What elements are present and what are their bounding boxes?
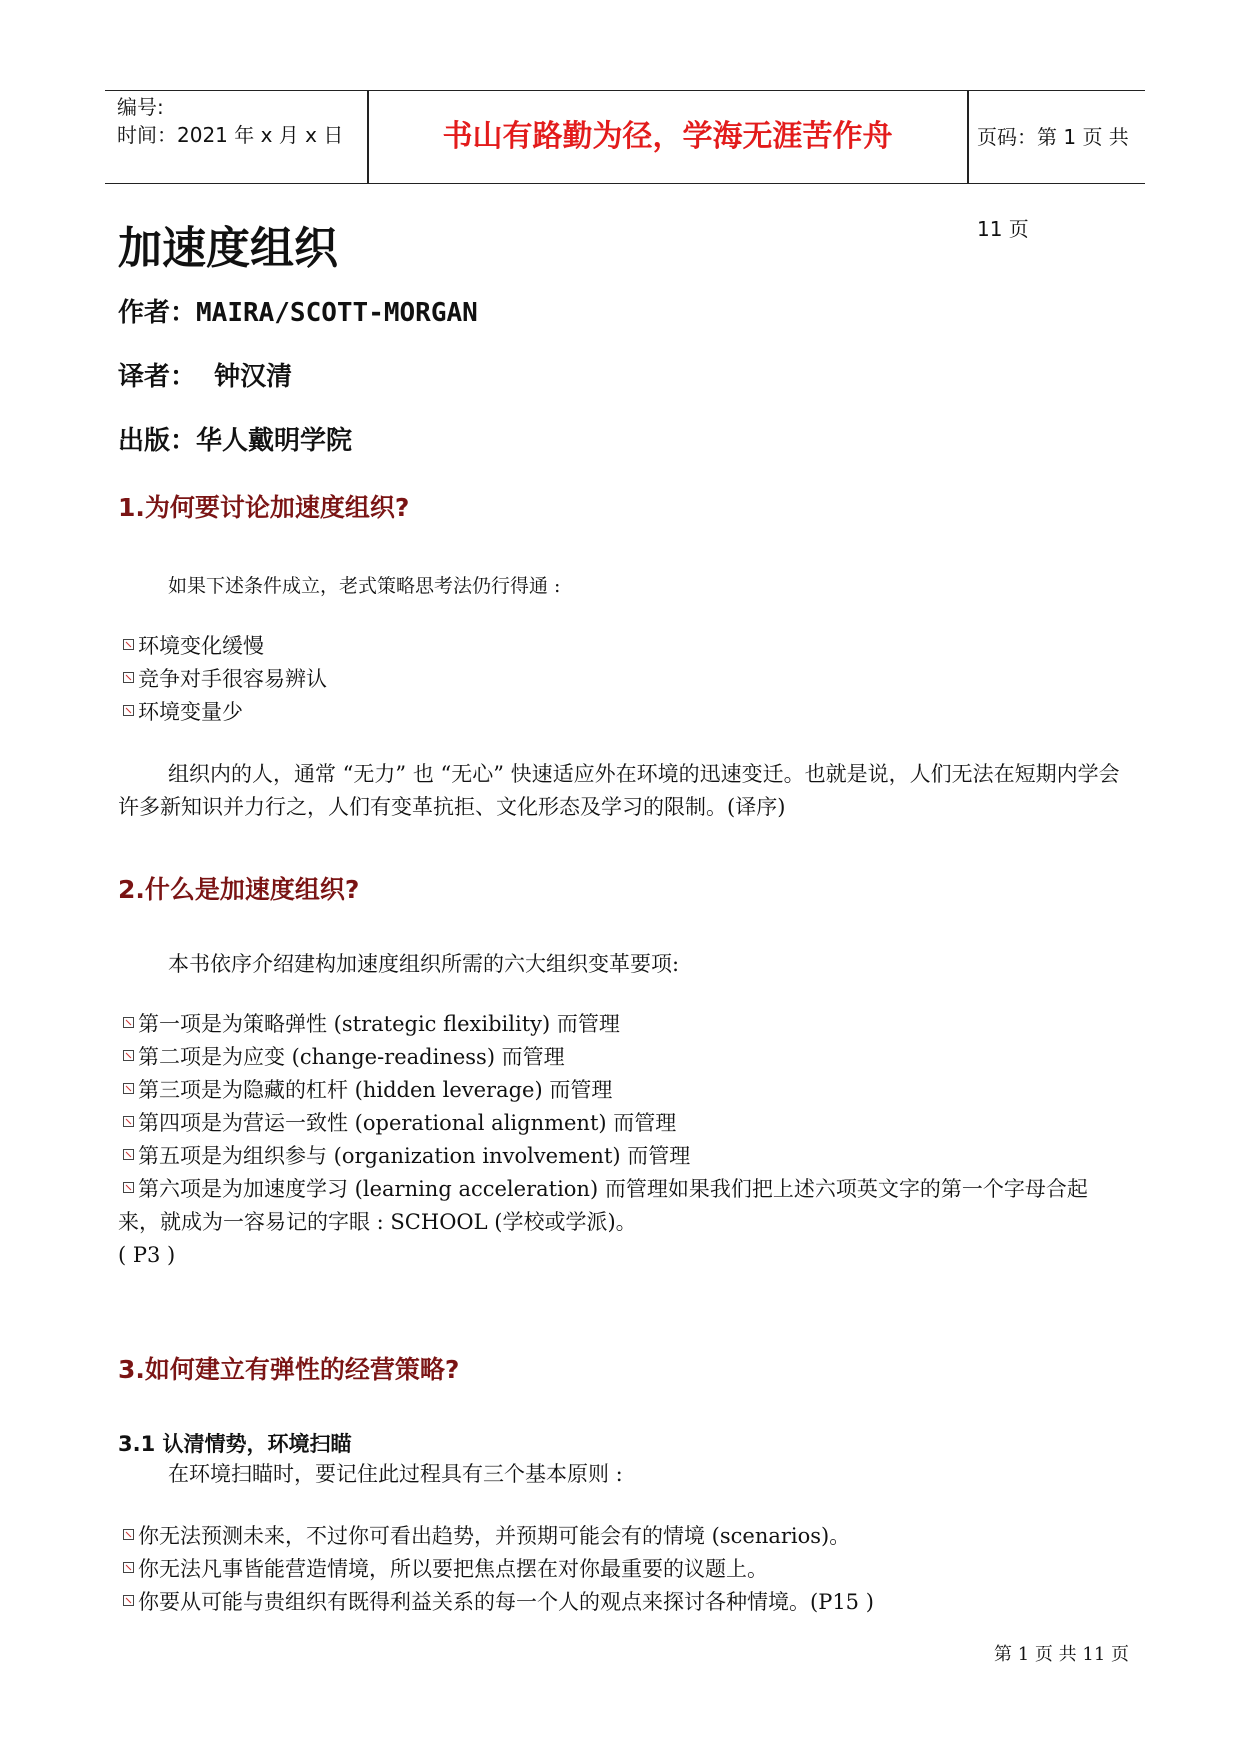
- section-3-heading: 3.如何建立有弹性的经营策略?: [118, 1355, 460, 1384]
- page-header: [105, 90, 1145, 241]
- author-line: [118, 292, 478, 329]
- translator-name: 钟汉清: [214, 362, 293, 392]
- section-1-heading: 1.为何要讨论加速度组织?: [118, 493, 410, 522]
- checkbox-bullet-icon: [123, 1595, 134, 1606]
- list-item: 竞争对手很容易辨认: [123, 663, 327, 696]
- section-2-intro: 本书依序介绍建构加速度组织所需的六大组织变革要项:: [168, 952, 680, 976]
- publisher-line: [118, 420, 352, 457]
- translator-line: [118, 356, 292, 393]
- list-item: 你无法凡事皆能营造情境，所以要把焦点摆在对你最重要的议题上。: [123, 1553, 768, 1586]
- section-3-1-heading: 3.1 认清情势，环境扫瞄: [118, 1432, 352, 1456]
- checkbox-bullet-icon: [123, 1050, 134, 1061]
- list-item: 你无法预测未来，不过你可看出趋势，并预期可能会有的情境 (scenarios)。: [123, 1520, 850, 1553]
- number-label: 编号:: [117, 95, 164, 119]
- list-item: 第二项是为应变 (change-readiness) 而管理: [123, 1041, 565, 1074]
- checkbox-bullet-icon: [123, 1083, 134, 1094]
- translator-label: 译者：: [118, 362, 197, 392]
- section-1-paragraph: 组织内的人，通常 “无力” 也 “无心” 快速适应外在环境的迅速变迁。也就是说，人们无法在短期内学会许多新知识并力行之，人们有变革抗拒、文化形态及学习的限制。(译序): [118, 762, 1120, 819]
- header-divider-left: [367, 91, 369, 183]
- checkbox-bullet-icon: [123, 1562, 134, 1573]
- list-item: 环境变量少: [123, 696, 243, 729]
- checkbox-bullet-icon: [123, 639, 134, 650]
- checkbox-bullet-icon: [123, 1182, 134, 1193]
- section-1-intro: 如果下述条件成立，老式策略思考法仍行得通 :: [168, 575, 561, 597]
- checkbox-bullet-icon: [123, 1017, 134, 1028]
- checkbox-bullet-icon: [123, 1149, 134, 1160]
- section-2-heading: 2.什么是加速度组织?: [118, 875, 360, 904]
- list-item: 环境变化缓慢: [123, 630, 264, 663]
- author-name: MAIRA/SCOTT-MORGAN: [196, 298, 478, 328]
- checkbox-bullet-icon: [123, 1529, 134, 1540]
- checkbox-bullet-icon: [123, 672, 134, 683]
- checkbox-bullet-icon: [123, 705, 134, 716]
- header-divider-right: [967, 91, 969, 183]
- list-item: 你要从可能与贵组织有既得利益关系的每一个人的观点来探讨各种情境。(P15 ): [123, 1586, 874, 1619]
- header-page-label: 页码：第 1 页 共 11 页: [977, 125, 1129, 241]
- list-item: 第五项是为组织参与 (organization involvement) 而管理: [123, 1140, 690, 1173]
- section-2-page-ref: ( P3 ): [118, 1243, 176, 1267]
- list-item: 第四项是为营运一致性 (operational alignment) 而管理: [123, 1107, 676, 1140]
- list-item-last: 第六项是为加速度学习 (learning acceleration) 而管理如果我们把上述六项英文字的第一个字母合起来，就成为一容易记的字眼 : SCHOOL (学校或学派)。: [118, 1177, 1088, 1234]
- section-3-intro: 在环境扫瞄时，要记住此过程具有三个基本原则 :: [168, 1462, 623, 1486]
- document-title: 加速度组织: [118, 223, 338, 274]
- header-motto: 书山有路勤为径，学海无涯苦作舟: [442, 119, 893, 154]
- header-left-cell: [117, 91, 367, 185]
- list-item: 第三项是为隐藏的杠杆 (hidden leverage) 而管理: [123, 1074, 612, 1107]
- list-item: 第一项是为策略弹性 (strategic flexibility) 而管理: [123, 1008, 620, 1041]
- date-label: 时间：2021 年 x 月 x 日: [117, 123, 344, 147]
- publisher-label: 出版：: [118, 426, 197, 456]
- page-footer: 第 1 页 共 11 页: [994, 1644, 1129, 1665]
- author-label: 作者：: [118, 298, 197, 328]
- publisher-name: 华人戴明学院: [196, 426, 353, 456]
- checkbox-bullet-icon: [123, 1116, 134, 1127]
